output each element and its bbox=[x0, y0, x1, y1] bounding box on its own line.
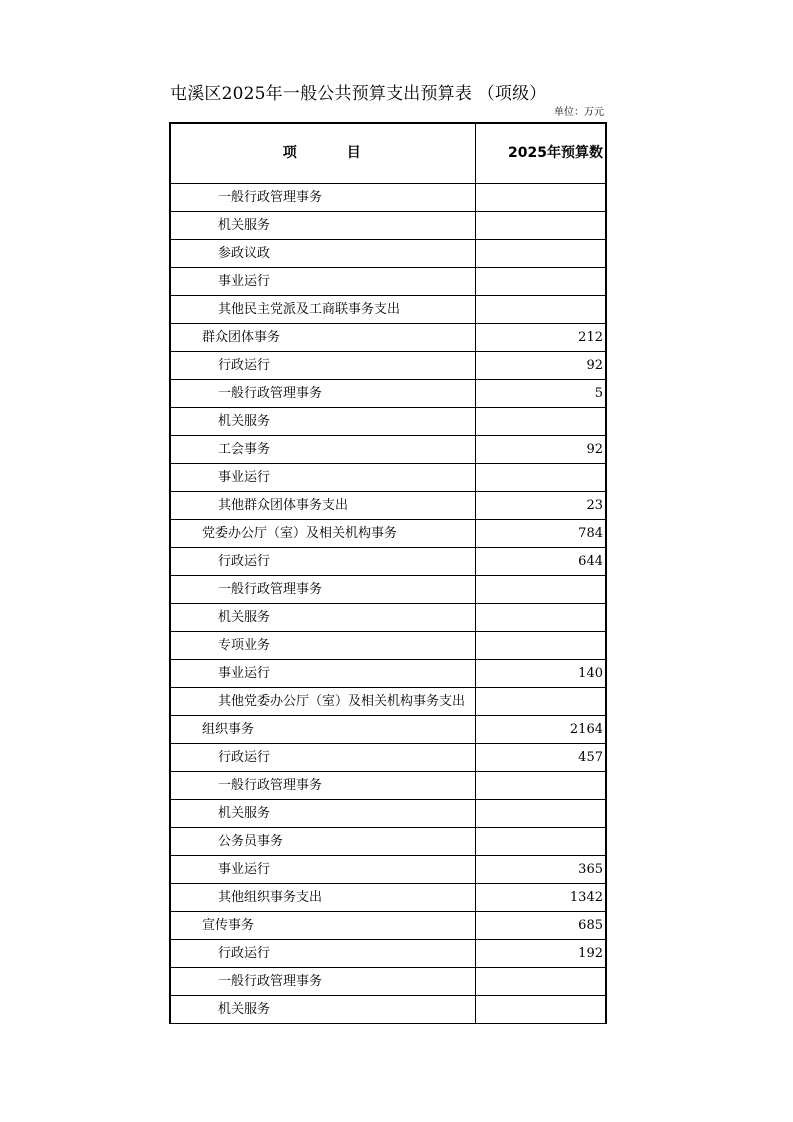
row-item-value bbox=[475, 604, 606, 632]
row-item-name: 行政运行 bbox=[170, 744, 475, 772]
row-item-name: 一般行政管理事务 bbox=[170, 968, 475, 996]
table-row bbox=[170, 912, 606, 940]
row-item-value: 644 bbox=[475, 548, 606, 576]
row-item-value bbox=[475, 688, 606, 716]
row-item-value: 365 bbox=[475, 856, 606, 884]
table-row bbox=[170, 884, 606, 912]
row-item-name: 宣传事务 bbox=[170, 912, 475, 940]
column-header-item: 项 目 bbox=[170, 123, 475, 184]
table-row bbox=[170, 940, 606, 968]
row-item-name: 事业运行 bbox=[170, 660, 475, 688]
budget-table bbox=[169, 122, 607, 1024]
table-row bbox=[170, 408, 606, 436]
table-row bbox=[170, 436, 606, 464]
row-item-value: 784 bbox=[475, 520, 606, 548]
table-row bbox=[170, 184, 606, 212]
row-item-value bbox=[475, 968, 606, 996]
row-item-value: 1342 bbox=[475, 884, 606, 912]
row-item-value bbox=[475, 772, 606, 800]
column-header-value: 2025年预算数 bbox=[475, 123, 606, 184]
table-row bbox=[170, 576, 606, 604]
row-item-name: 参政议政 bbox=[170, 240, 475, 268]
row-item-name: 机关服务 bbox=[170, 996, 475, 1024]
row-item-name: 专项业务 bbox=[170, 632, 475, 660]
row-item-name: 机关服务 bbox=[170, 604, 475, 632]
row-item-name: 其他民主党派及工商联事务支出 bbox=[170, 296, 475, 324]
table-row bbox=[170, 744, 606, 772]
row-item-value: 212 bbox=[475, 324, 606, 352]
table-row bbox=[170, 856, 606, 884]
row-item-value: 23 bbox=[475, 492, 606, 520]
table-row bbox=[170, 996, 606, 1024]
row-item-name: 行政运行 bbox=[170, 352, 475, 380]
row-item-value bbox=[475, 632, 606, 660]
row-item-value bbox=[475, 464, 606, 492]
row-item-value bbox=[475, 184, 606, 212]
table-row bbox=[170, 800, 606, 828]
table-row bbox=[170, 240, 606, 268]
row-item-value bbox=[475, 296, 606, 324]
row-item-value bbox=[475, 212, 606, 240]
row-item-name: 事业运行 bbox=[170, 268, 475, 296]
row-item-name: 党委办公厅（室）及相关机构事务 bbox=[170, 520, 475, 548]
row-item-name: 一般行政管理事务 bbox=[170, 184, 475, 212]
table-row bbox=[170, 772, 606, 800]
table-row bbox=[170, 604, 606, 632]
row-item-name: 一般行政管理事务 bbox=[170, 380, 475, 408]
row-item-name: 公务员事务 bbox=[170, 828, 475, 856]
table-row bbox=[170, 632, 606, 660]
row-item-name: 机关服务 bbox=[170, 212, 475, 240]
table-row bbox=[170, 520, 606, 548]
row-item-name: 群众团体事务 bbox=[170, 324, 475, 352]
table-row bbox=[170, 660, 606, 688]
row-item-value bbox=[475, 996, 606, 1024]
row-item-value: 5 bbox=[475, 380, 606, 408]
unit-label: 单位：万元 bbox=[554, 107, 604, 118]
row-item-name: 行政运行 bbox=[170, 548, 475, 576]
row-item-value: 2164 bbox=[475, 716, 606, 744]
row-item-name: 事业运行 bbox=[170, 464, 475, 492]
table-row bbox=[170, 212, 606, 240]
row-item-name: 其他党委办公厅（室）及相关机构事务支出 bbox=[170, 688, 475, 716]
table-row bbox=[170, 688, 606, 716]
row-item-value bbox=[475, 408, 606, 436]
table-row bbox=[170, 296, 606, 324]
table-row bbox=[170, 464, 606, 492]
table-row bbox=[170, 716, 606, 744]
row-item-value: 685 bbox=[475, 912, 606, 940]
row-item-value bbox=[475, 240, 606, 268]
page-title: 屯溪区2025年一般公共预算支出预算表 （项级） bbox=[170, 84, 547, 104]
row-item-name: 行政运行 bbox=[170, 940, 475, 968]
row-item-value bbox=[475, 800, 606, 828]
row-item-value: 140 bbox=[475, 660, 606, 688]
row-item-value: 92 bbox=[475, 436, 606, 464]
table-row bbox=[170, 268, 606, 296]
table-row bbox=[170, 324, 606, 352]
row-item-name: 一般行政管理事务 bbox=[170, 576, 475, 604]
row-item-value bbox=[475, 828, 606, 856]
row-item-name: 工会事务 bbox=[170, 436, 475, 464]
table-row bbox=[170, 828, 606, 856]
row-item-value: 92 bbox=[475, 352, 606, 380]
row-item-name: 事业运行 bbox=[170, 856, 475, 884]
table-row bbox=[170, 548, 606, 576]
row-item-name: 机关服务 bbox=[170, 408, 475, 436]
table-row bbox=[170, 352, 606, 380]
row-item-name: 一般行政管理事务 bbox=[170, 772, 475, 800]
table-header-row bbox=[170, 123, 606, 184]
table-row bbox=[170, 492, 606, 520]
row-item-value: 192 bbox=[475, 940, 606, 968]
budget-table-body bbox=[170, 123, 606, 1024]
row-item-name: 组织事务 bbox=[170, 716, 475, 744]
row-item-value bbox=[475, 576, 606, 604]
row-item-name: 机关服务 bbox=[170, 800, 475, 828]
row-item-name: 其他群众团体事务支出 bbox=[170, 492, 475, 520]
row-item-value bbox=[475, 268, 606, 296]
row-item-value: 457 bbox=[475, 744, 606, 772]
row-item-name: 其他组织事务支出 bbox=[170, 884, 475, 912]
table-row bbox=[170, 968, 606, 996]
table-row bbox=[170, 380, 606, 408]
